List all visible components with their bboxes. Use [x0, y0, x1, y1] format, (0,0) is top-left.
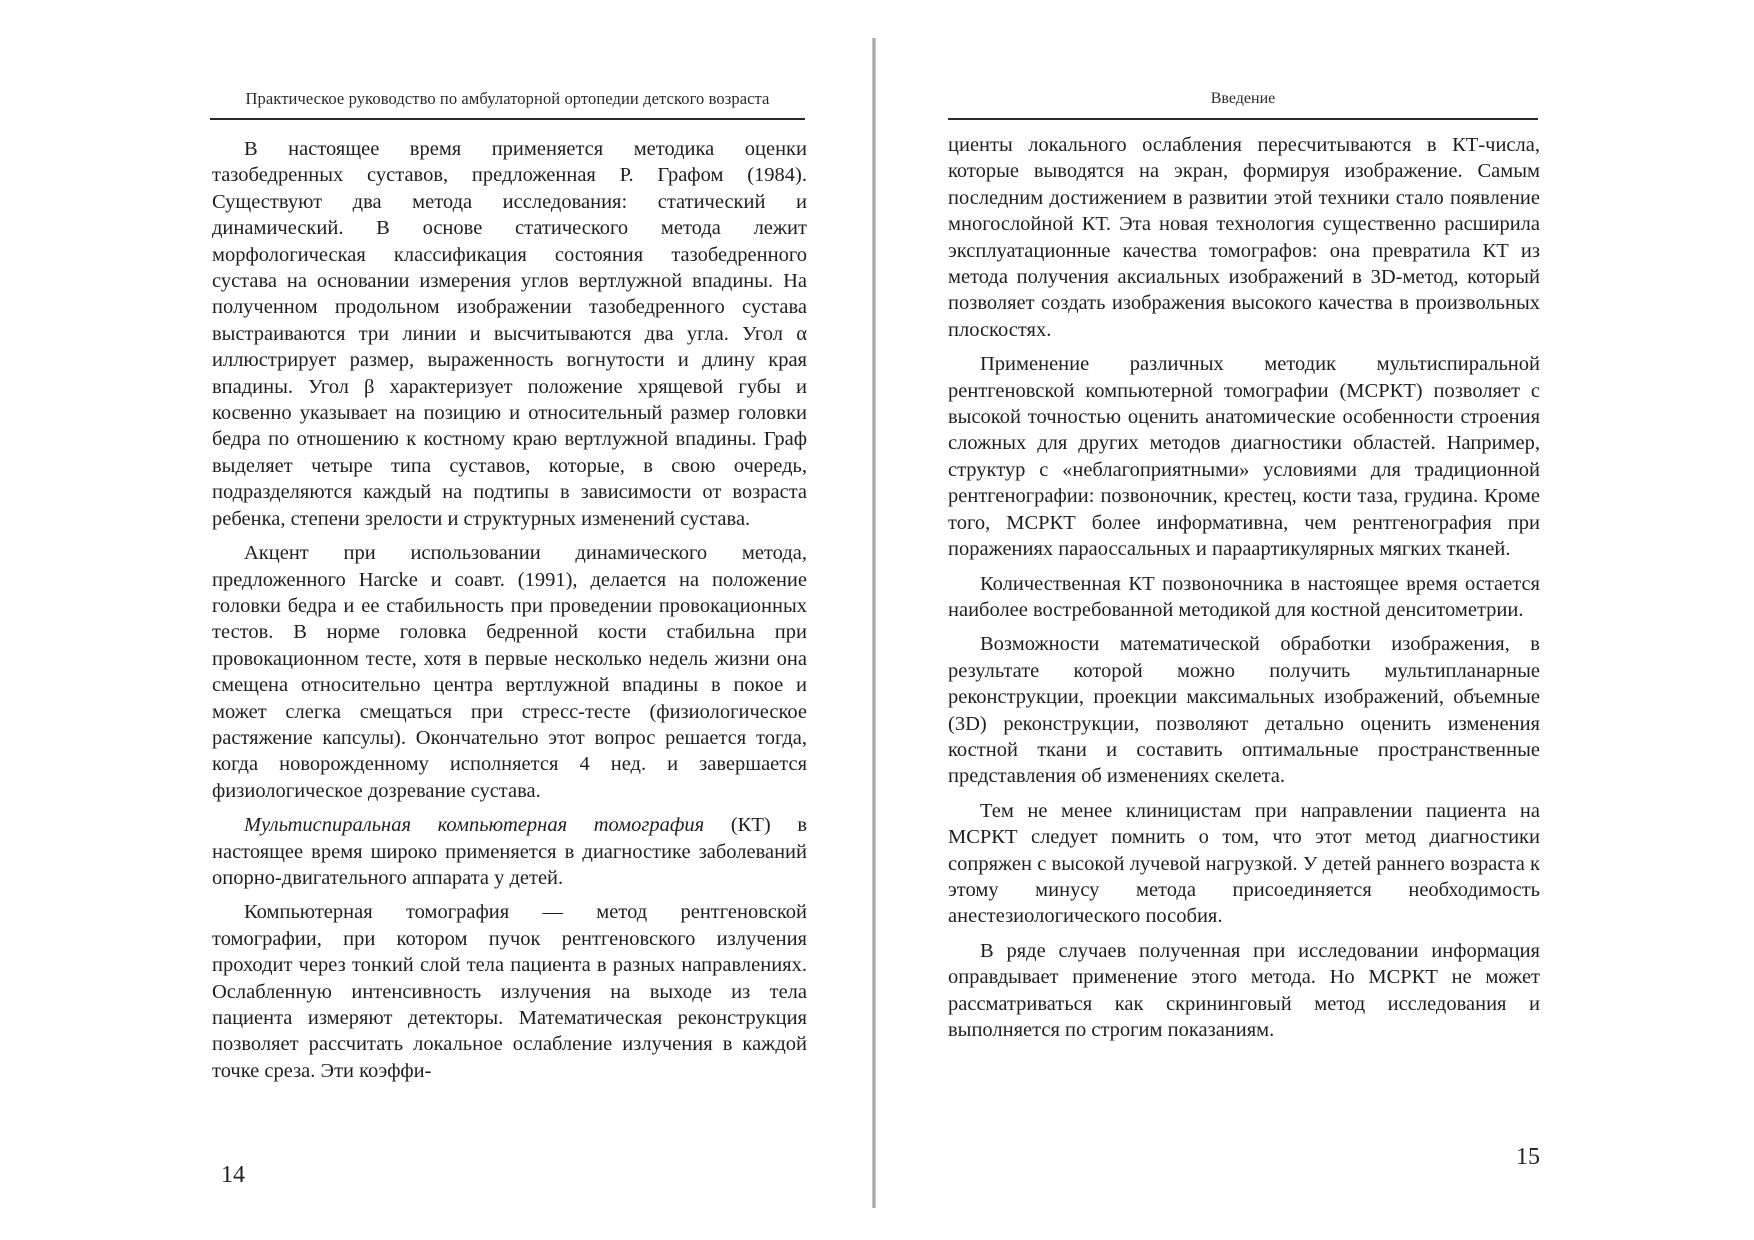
left-page-number: 14 [221, 1162, 245, 1188]
right-paragraph-3: Количественная КТ позвоночника в настоящее время остается наиболее востребованной методикой для костной денситометрии. [948, 572, 1540, 621]
left-paragraph-1: В настоящее время применяется методика оценки тазобедренных суставов, предложенная Р. Графом (1984). Существуют два метода исследования: статический и динамический. В основе статического метода лежит морфологическая классификация состояния тазобедренного сустава на основании измерения углов вертлужной впадины. На полученном продольном изображении тазобедренного сустава выстраиваются три линии и высчитываются два угла. Угол α иллюстрирует размер, выраженность вогнутости и длину края впадины. Угол β характеризует положение хрящевой губы и косвенно указывает на позицию и относительный размер головки бедра по отношению к костному краю вертлужной впадины. Граф выделяет четыре типа суставов, которые, в свою очередь, подразделяются каждый на подтипы в зависимости от возраста ребенка, степени зрелости и структурных изменений сустава. [212, 138, 807, 530]
left-paragraph-3-rest: (КТ) в настоящее время широко применяется в диагностике заболеваний опорно-двигательного аппарата у детей. [212, 814, 807, 889]
right-paragraph-4: Возможности математической обработки изображения, в результате которой можно получить мультипланарные реконструкции, проекции максимальных изображений, объемные (3D) реконструкции, позволяют детально оценить изменения костной ткани и составить оптимальные пространственные представления об изменениях скелета. [948, 633, 1540, 788]
right-paragraph-6: В ряде случаев полученная при исследовании информация оправдывает применение этого метода. Но МСРКТ не может рассматриваться как скрининговый метод исследования и выполняется по строгим показаниям. [948, 939, 1540, 1041]
right-paragraph-5: Тем не менее клиницистам при направлении пациента на МСРКТ следует помнить о том, что этот метод диагностики сопряжен с высокой лучевой нагрузкой. У детей раннего возраста к этому минусу метода присоединяется необходимость анестезиологического пособия. [948, 799, 1540, 928]
left-paragraph-3 [212, 812, 807, 891]
left-paragraph-3-italic: Мультиспиральная компьютерная томография [244, 814, 705, 837]
left-page-body [212, 136, 807, 1084]
left-paragraph-4: Компьютерная томография — метод рентгеновской томографии, при котором пучок рентгеновского излучения проходит через тонкий слой тела пациента в разных направлениях. Ослабленную интенсивность излучения на выходе из тела пациента измеряют детекторы. Математическая реконструкция позволяет рассчитать локальное ослабление излучения в каждой точке среза. Эти коэффи- [212, 901, 807, 1082]
book-spine [872, 38, 876, 1208]
right-paragraph-1: циенты локального ослабления пересчитываются в КТ-числа, которые выводятся на экран, формируя изображение. Самым последним достижением в развитии этой техники стало появление многослойной КТ. Эта новая технология существенно расширила эксплуатационные качества томографов: она превратила КТ из метода получения аксиальных изображений в 3D-метод, который позволяет создать изображения высокого качества в произвольных плоскостях. [948, 134, 1540, 341]
left-paragraph-2: Акцент при использовании динамического метода, предложенного Harcke и соавт. (1991), делается на положение головки бедра и ее стабильность при проведении провокационных тестов. В норме головка бедренной кости стабильна при провокационном тесте, хотя в первые несколько недель жизни она смещена относительно центра вертлужной впадины в покое и может слегка смещаться при стресс-тесте (физиологическое растяжение капсулы). Окончательно этот вопрос решается тогда, когда новорожденному исполняется 4 нед. и завершается физиологическое дозревание сустава. [212, 542, 807, 802]
right-running-head: Введение [948, 84, 1538, 120]
right-page-number: 15 [1516, 1144, 1540, 1170]
right-paragraph-2: Применение различных методик мультиспиральной рентгеновской компьютерной томографии (МСРКТ) позволяет с высокой точностью оценить анатомические особенности строения сложных для других методов диагностики областей. Например, структур с «неблагоприятными» условиями для традиционной рентгенографии: позвоночник, крестец, кости таза, грудина. Кроме того, МСРКТ более информативна, чем рентгенография при поражениях параоссальных и параартикулярных мягких тканей. [948, 353, 1540, 561]
right-page-body [948, 132, 1540, 1043]
left-running-head: Практическое руководство по амбулаторной ортопедии детского возраста [210, 84, 805, 120]
